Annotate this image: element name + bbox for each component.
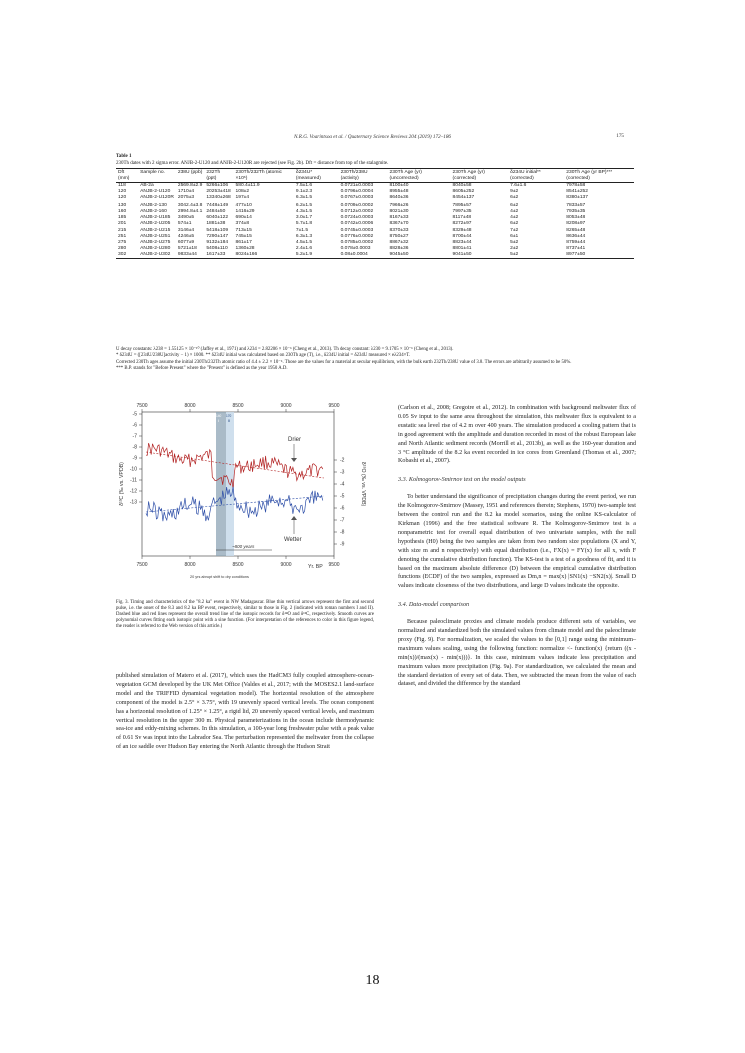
table-cell: 477±10: [235, 203, 252, 209]
table-cell: 8454±137: [452, 195, 475, 201]
table-cell: 118: [118, 183, 126, 189]
table-header-row: [116, 169, 634, 183]
table-cell: 8636±44: [566, 233, 586, 239]
table-cell: 0.078±0.0003: [340, 245, 371, 251]
table-cell: 3146±4: [177, 227, 195, 233]
table-cell: 0.08±0.0004: [339, 252, 388, 259]
table-cell: 2075±3: [177, 195, 195, 201]
table-cell: 8208±97: [566, 221, 586, 227]
table-cell: 3.0±1.7: [295, 215, 313, 221]
figure-caption: Fig. 3. Timing and characteristics of the "8.2 ka" event in NW Madagascar. Blue thin vertical arrows represent the first and second pulse, i.e. the onset of the 8.3 and 8.2 ka BP event, respectively, similar to those in Fig. 2 (indicated with roman numbers I and II). Dashed blue and red lines represent the overall trend line of the isotopic records for δ¹⁸O and δ¹³C, respectively. Smooth curves are polynomial curves fitting each isotopic point with a sine function. (For interpretation of the references to color in this figure legend, the reader is referred to the Web version of this article.): [116, 600, 374, 630]
table-cell: ANJB-2-160: [140, 209, 167, 215]
table-cell: 6±2: [510, 195, 519, 201]
table-cell: 2.4±1.6: [295, 245, 313, 251]
left-axis-tick-label: -8: [132, 444, 137, 451]
table-cell: 185: [118, 215, 127, 221]
right-axis-tick-label: -7: [340, 517, 345, 524]
table-cell: 6.3±1.5: [295, 195, 313, 201]
table-cell: 8867±32: [389, 239, 409, 245]
left-axis-tick-label: -9: [132, 455, 137, 462]
table-cell: 8605±252: [452, 189, 475, 195]
right-axis-tick-label: -8: [340, 529, 345, 536]
right-axis-tick-label: -4: [340, 481, 345, 488]
table-cell: 2994.8±4.1: [177, 209, 203, 215]
table-cell: ANJB-2-U275: [140, 239, 171, 245]
table-cell: 8053±48: [566, 215, 586, 221]
table-cell: 6077±9: [177, 239, 195, 245]
table-cell: 7935±35: [566, 209, 586, 215]
table-cell: 713±15: [235, 227, 252, 233]
table-cell: 6040±122: [206, 215, 229, 221]
right-axis: [334, 458, 345, 548]
table-body: [116, 183, 634, 259]
section-3-4-title: 3.4. Data-model comparison: [398, 601, 470, 609]
box-year: 170: [226, 414, 232, 418]
wetter-label: Wetter: [284, 537, 302, 543]
table-cell: 0.0709±0.0002: [340, 203, 374, 209]
table-cell: 197±4: [235, 195, 250, 201]
table-cell: ANJB-2-U185: [140, 215, 171, 221]
table-cell: 4±2: [510, 215, 519, 221]
left-axis-tick-label: -6: [132, 422, 137, 429]
table-cell: 1881±38: [206, 221, 226, 227]
table-cell: 690±14: [235, 215, 252, 221]
dating-table: [116, 168, 634, 259]
bottom-axis-tick-label: 8000: [184, 562, 196, 568]
table-cell: ANJB-2-U205: [140, 221, 171, 227]
table-cell: 6±2: [510, 221, 519, 227]
table-cell: 7966±26: [389, 203, 409, 209]
table-cell: 215: [118, 227, 127, 233]
section-3-3-title: 3.3. Kolmogorov-Smirnov test on the model outputs: [398, 476, 526, 484]
table-cell: 7997±35: [452, 209, 472, 215]
table-cell: 302: [116, 252, 138, 259]
table-cell: 9132±184: [206, 239, 229, 245]
table-cell: 374±8: [235, 221, 250, 227]
table-cell: 0.0721±0.0003: [340, 183, 374, 189]
table-cell: 7.6±1.6: [510, 183, 527, 189]
table-cell: 0.0785±0.0002: [340, 239, 374, 245]
table-cell: ANJB-2-U215: [140, 227, 171, 233]
table-cell: 7290±147: [206, 233, 229, 239]
table-cell: ANJB-2-U120: [140, 189, 171, 195]
table-cell: 1617±33: [204, 252, 233, 259]
table-cell: 0.0712±0.0002: [340, 209, 374, 215]
left-axis-tick-label: -5: [132, 411, 137, 418]
table-cell: 745±15: [235, 233, 252, 239]
wetter-arrowhead: [291, 516, 297, 520]
table-cell: 8955±48: [389, 189, 409, 195]
left-axis-tick-label: -7: [132, 433, 137, 440]
table-note: *** B.P. stands for "Before Present" where the "Present" is defined as the year 1950 A.D.: [116, 366, 288, 372]
top-axis-tick-label: 9500: [328, 403, 340, 409]
table-cell: 6±1: [510, 233, 519, 239]
page-number: 18: [365, 973, 380, 988]
table-cell: 8737±41: [566, 245, 586, 251]
table-cell: 8541±252: [566, 189, 588, 195]
journal-page-number: 175: [616, 133, 624, 139]
table-cell: 7833±57: [566, 203, 586, 209]
table-cell: 251: [118, 233, 127, 239]
top-axis-tick-label: 7500: [136, 403, 148, 409]
right-axis-tick-label: -6: [340, 505, 345, 512]
table-cell: 2±2: [510, 245, 519, 251]
plot-frame: [142, 412, 334, 556]
table-row: [116, 252, 634, 259]
right-axis-label: δ¹⁸O (‰ vs. VPDB): [360, 461, 366, 507]
right-column: [398, 404, 636, 689]
right-axis-tick-label: -9: [340, 541, 345, 548]
left-axis-tick-label: -12: [129, 488, 137, 495]
left-axis-tick-label: -10: [129, 466, 137, 473]
table-header-cell: 238U (ppb): [176, 169, 204, 183]
box-label-i: I: [218, 418, 220, 423]
right-intro-paragraph: (Carlson et al., 2008; Gregoire et al., 2012). In combination with background meltwater flux of 0.05 Sv input to the same area throughout the simulation, this meltwater flux is equivalent to a eustatic sea level rise of 4.2 m over 400 years. The simulation produced a cooling pattern that is in good agreement with the amplitude and duration recorded in most of the robust European lake and North Atlantic sediment records (Morrill et al., 2013b), as well as the 160-year duration and 3 °C amplitude of the 8.2 ka event recorded in ice cores from Greenland (Thomas et al., 2007; Kobashi et al., 2007).: [398, 405, 636, 465]
table-header-cell: 230Th Age (yr BP)*** (corrected): [564, 169, 634, 183]
table-cell: 8024±166: [234, 252, 294, 259]
drier-label: Drier: [288, 437, 301, 443]
table-header-cell: δ234U initial** (corrected): [508, 169, 564, 183]
table-cell: 8117±48: [452, 215, 472, 221]
table-cell: 0.0796±0.0004: [340, 189, 374, 195]
table-note: * δ234U = ([234U/238U]activity − 1) × 1000. ** δ234U initial was calculated based on 230Th age (T), i.e., δ234U initial = δ234U measured × eλ234×T.: [116, 353, 411, 359]
table-cell: 5.7±1.8: [295, 221, 313, 227]
table-cell: 130: [118, 203, 127, 209]
table-header-cell: 230Th/238U (activity): [339, 169, 388, 183]
table-cell: 8272±97: [452, 221, 472, 227]
event-band: [216, 412, 226, 556]
table-cell: 4246±5: [177, 233, 195, 239]
table-cell: 6.3±1.3: [295, 233, 313, 239]
table-cell: 0.0724±0.0003: [340, 215, 374, 221]
section-3-4-text: Because paleoclimate proxies and climate models produce different sets of variables, we normalized and standardized both the simulated values from climate model and the paleoclimate proxy (Fig. 9). For normalization, we scaled the values to the [0,1] range using the minimum–maximum values scaling, using the following function: normalize <- function(x) {return ((x - min(x))/(max(x) - min(x)))}. In this case, minimum values indicate less precipitation and maximum values more precipitation (Fig. 9a). For standardization, we calculated the mean and the standard deviation of every set of data. Then, we subtracted the mean from the value of each dataset, and divided the difference by the standard: [398, 619, 636, 688]
table-cell: 280: [118, 245, 127, 251]
table-cell: 9041±50: [451, 252, 509, 259]
span-label: ~800 years: [232, 544, 255, 549]
table-notes: [116, 347, 636, 373]
table-cell: 8040±58: [452, 183, 472, 189]
shift-label: 20 yrs abrupt shift to dry conditions: [190, 575, 249, 579]
left-column-paragraph: published simulation of Matero et al. (2017), which uses the HadCM3 fully coupled atmosphere-ocean-vegetation GCM developed by the UK Met Office (Valdes et al., 2017; with the MOSES2.1 land-surface model and the TRIFFID dynamical vegetation model). The horizontal resolution of the atmosphere component of the model is 2.5° × 3.75°, with 19 unevenly spaced vertical levels. The ocean component has a horizontal resolution of 1.25° × 1.25°, a rigid lid, 20 unevenly spaced vertical levels, and maximum vertical resolution in the upper 300 m. Physical parameterizations in the ocean include thermodynamic sea-ice and eddy-mixing schemes. In this simulation, a 100-year long freshwater pulse with a peak value of 0.61 Sv was input into the Labrador Sea. The perturbation represented the meltwater from the collapse of an ice saddle over Hudson Bay entering the North Atlantic through the Hudson Strait: [116, 673, 374, 751]
table-cell: ANJB-2-U280: [140, 245, 171, 251]
table-cell: 5±2: [510, 239, 519, 245]
table-cell: 5.2±1.9: [294, 252, 339, 259]
table-cell: 5418±109: [206, 227, 229, 233]
d13c-curve: [146, 443, 323, 489]
table-cell: 8370±33: [389, 227, 409, 233]
table-note: Corrected 230Th ages assume the initial 230Th/232Th atomic ratio of 4.4 ± 2.2 × 10⁻⁶. Those are the values for a material at secular equilibrium, with the bulk earth 232Th/238U value of 3.8. The errors are arbitrarily assumed to be 50%.: [116, 359, 572, 365]
table-cell: 5721±18: [177, 245, 197, 251]
drier-arrowhead: [291, 458, 297, 462]
table-cell: 8100±40: [389, 183, 409, 189]
table-cell: 4.3±1.5: [295, 209, 313, 215]
section-3-3-text: To better understand the significance of precipitation changes during the event period, we run the Kolmogorov-Smirnov (Massey, 1951 and references therein; Stephens, 1970) two-sample test between the control run and the 8.2 ka model scenarios, using the online KS-calculator of Kirkman (1996) and the free statistical software R. The Kolmogorov-Smirnov test is a nonparametric test for overall equal distribution of two univariate samples, with the null hypothesis (H0) being the two samples are taken from two random size populations (X and Y, with size m and n respectively) with equal distribution (i.e., FX(x) = FY(x) for all x, with F denoting the cumulative distribution function). The KS-test is a test of a goodness of fit, and it is based on the maximum absolute difference (D) between the empirical cumulative distribution functions (ECDF) of the two samples, expressed as Dm,n = max(x) |SN1(x) −SN2(x)|. Small D values indicate closeness of the two distributions, and large D values indicate the opposite.: [398, 494, 636, 590]
table-cell: 8759±44: [566, 239, 586, 245]
table-cell: ANJB-2-U302: [138, 252, 176, 259]
left-axis: [130, 412, 142, 506]
table-cell: 0.0742±0.0006: [340, 221, 374, 227]
table-cell: 201: [118, 221, 127, 227]
table-cell: 1360±28: [235, 245, 255, 251]
table-cell: 3042.4±3.8: [177, 203, 203, 209]
table-cell: 160: [118, 209, 127, 215]
box-year: 140: [216, 414, 222, 418]
table-cell: 7±2: [510, 227, 519, 233]
table-cell: 8640±36: [389, 195, 409, 201]
table-cell: ANJB-2-130: [140, 203, 167, 209]
table-cell: 2484±50: [206, 209, 226, 215]
table-cell: 120: [118, 195, 127, 201]
top-axis-tick-label: 9000: [280, 403, 292, 409]
table-header-cell: 230Th Age (yr) (uncorrected): [387, 169, 450, 183]
table-label: Table 1: [116, 154, 132, 159]
right-axis-tick-label: -2: [340, 457, 345, 464]
table-cell: 9.1±2.3: [295, 189, 313, 195]
table-cell: 20253±418: [206, 189, 231, 195]
table-cell: 8801±41: [452, 245, 472, 251]
table-cell: 4±2: [510, 209, 519, 215]
table-cell: 7448±149: [206, 203, 229, 209]
table-cell: 1416±29: [235, 209, 255, 215]
bottom-axis-tick-label: 9000: [280, 562, 292, 568]
table-cell: 8828±36: [389, 245, 409, 251]
left-axis-tick-label: -13: [129, 499, 137, 506]
table-cell: ANJB-2-U251: [140, 233, 171, 239]
table-cell: AB-2a: [140, 183, 154, 189]
table-cell: 9833±44: [176, 252, 204, 259]
table-cell: 108±2: [235, 189, 250, 195]
table-cell: 6±2: [510, 203, 519, 209]
table-header-cell: 232Th (ppt): [204, 169, 233, 183]
table-cell: 2569.8±2.9: [177, 183, 203, 189]
table-header-cell: 230Th Age (yr) (corrected): [451, 169, 509, 183]
right-axis-tick-label: -5: [340, 493, 345, 500]
table-cell: 8700±44: [452, 233, 472, 239]
bottom-axis-tick-label: 7500: [136, 562, 148, 568]
running-head: N.R.G. Voarintsoa et al. / Quaternary Science Reviews 204 (2019) 172–186: [293, 134, 452, 140]
table-cell: 8367±70: [389, 221, 409, 227]
x-axis-label: Yr. BP: [308, 564, 323, 570]
table-cell: 7±1.5: [295, 227, 309, 233]
table-caption-text: 230Th dates with 2 sigma error. ANJB-2-U120 and ANJB-2-U120R are rejected (see Fig. 2b). Dft = distance from top of the stalagmite.: [116, 160, 389, 166]
table-cell: 574±1: [177, 221, 192, 227]
table-cell: 4.5±1.5: [295, 239, 313, 245]
table-cell: 0.0767±0.0003: [340, 195, 374, 201]
table-cell: 6.2±1.5: [295, 203, 313, 209]
table-cell: 8823±44: [452, 239, 472, 245]
bottom-axis-tick-label: 9500: [328, 562, 340, 568]
table-cell: 8750±27: [389, 233, 409, 239]
right-axis-tick-label: -3: [340, 469, 345, 476]
table-cell: ANJB-2-U120R: [140, 195, 174, 201]
table-cell: 120: [118, 189, 127, 195]
table-cell: 9045±50: [387, 252, 450, 259]
table-cell: 8329±48: [452, 227, 472, 233]
table-note: U decay constants: λ238 = 1.55125 × 10⁻¹⁰ (Jaffey et al., 1971) and λ234 = 2.82206 × 10⁻⁶ (Cheng et al., 2013). Th decay constant: λ230 = 9.1705 × 10⁻⁶ (Cheng et al., 2013).: [116, 347, 454, 352]
left-column: [116, 672, 374, 752]
table-cell: 8021±30: [389, 209, 409, 215]
table-header-cell: Dft (mm): [116, 169, 138, 183]
table-cell: 275: [118, 239, 127, 245]
table-cell: 1710±4: [177, 189, 195, 195]
table-cell: 5±2: [508, 252, 564, 259]
table-cell: 9±2: [510, 189, 519, 195]
left-axis-label: δ¹³C (‰ vs. VPDB): [119, 462, 125, 506]
table-cell: 0.0776±0.0002: [340, 233, 374, 239]
table-cell: 13340±268: [206, 195, 231, 201]
table-cell: 580.4±11.9: [235, 183, 260, 189]
table-cell: 7895±57: [452, 203, 472, 209]
table-cell: 8167±33: [389, 215, 409, 221]
table-header-cell: 230Th/232Th (atomic ×10⁶): [234, 169, 294, 183]
table-cell: 0.0745±0.0003: [340, 227, 374, 233]
table-cell: 3490±5: [177, 215, 195, 221]
table-caption: [116, 154, 636, 167]
table-cell: 861±17: [235, 239, 252, 245]
bottom-axis-tick-label: 8500: [232, 562, 244, 568]
table-cell: 5266±106: [206, 183, 229, 189]
table-header-cell: δ234U* (measured): [294, 169, 339, 183]
table-cell: 8380±137: [566, 195, 588, 201]
top-axis-tick-label: 8500: [232, 403, 244, 409]
table-cell: 5408±110: [206, 245, 228, 251]
left-axis-tick-label: -11: [130, 477, 137, 484]
table-cell: 7.5±1.6: [295, 183, 313, 189]
isotope-figure: [112, 400, 374, 596]
box-label-ii: II: [228, 418, 231, 423]
top-axis-tick-label: 8000: [184, 403, 196, 409]
table-cell: 8977±50: [564, 252, 634, 259]
top-axis: [136, 403, 339, 412]
table-cell: 7978±58: [566, 183, 586, 189]
table-header-cell: Sample no.: [138, 169, 176, 183]
table-cell: 8265±48: [566, 227, 586, 233]
